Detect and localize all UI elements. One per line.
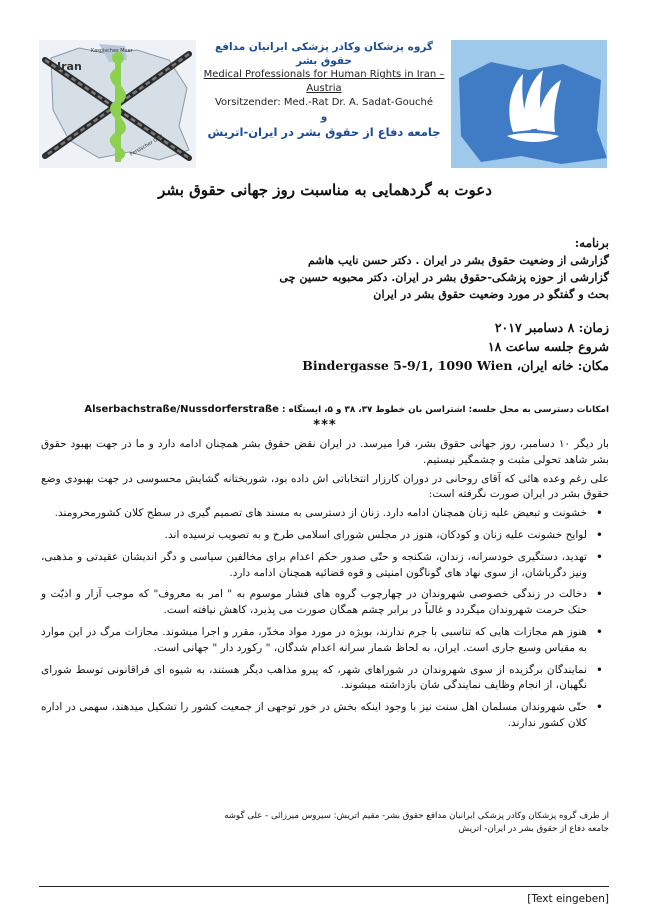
meeting-place-label: مکان: خانه ایران، [516, 358, 609, 373]
org-and: و [320, 111, 328, 123]
program-heading: برنامه: [574, 236, 609, 250]
org-chair: Vorsitzender: Med.-Rat Dr. A. Sadat-Gouché [214, 97, 434, 108]
access-text: امکانات دسترسی به محل جلسه: اشتراسن بان خطوط ۳۷، ۳۸ و ۵، ایستگاه : [282, 405, 609, 415]
meeting-details [39, 318, 609, 375]
text-placeholder-field[interactable]: [Text eingeben] [527, 893, 609, 905]
access-station: Alserbachstraße/Nussdorferstraße [84, 404, 279, 415]
footer-divider [39, 886, 609, 887]
human-rights-emblem [451, 40, 607, 168]
issues-list [41, 506, 609, 732]
iran-map-caduceus-logo [39, 40, 196, 168]
logo-gulf-label: Persischer Golf [129, 133, 165, 158]
list-item: • خشونت و تبعیض علیه زنان همچنان ادامه دارد. زنان از دسترسی به مسند های تصمیم گیری در سطح کلان کشورمحرومند. [41, 506, 587, 522]
body-text [41, 437, 609, 738]
organization-header [200, 40, 448, 139]
meeting-address: Bindergasse 5-9/1, 1090 Wien [302, 358, 513, 373]
meeting-time: شروع جلسه ساعت ۱۸ [487, 339, 609, 354]
list-item: • هنوز هم مجازات هایی که تناسبی با جرم ندارند، بویژه در مورد مواد مخدّر، مقرر و اجرا میشوند. مجازات مرگ در این موارد به مقیاس وسیع جاری است. ایران، به لحاظ شمار سرانه اعدام شدگان، " رکورد دار " جهانی است. [41, 625, 587, 657]
meeting-date: زمان: ۸ دسامبر ۲۰۱۷ [494, 320, 609, 335]
access-info [29, 404, 609, 415]
program-item: گزارشی از حوزه پزشکی-حقوق بشر در ایران. دکتر محبوبه حسین چی [279, 270, 609, 284]
org-name-fa: گروه پزشکان وکادر پزشکی ایرانیان مدافع حقوق بشر [214, 41, 433, 67]
signature-footer [39, 810, 609, 836]
list-item: • دخالت در زندگی خصوصی شهروندان در چهارچوب گروه های فشار موسوم به " امر به معروف" که موجب آزار و اذیّت و حتک حرمت شهروندان میگردد و غالباً در برابر چشم همگان صورت می پذیرد، کاهش نیافته است. [41, 587, 587, 619]
logo-map-label: Iran [57, 60, 82, 73]
page-title: دعوت به گردهمایی به مناسبت روز جهانی حقوق بشر [158, 181, 492, 199]
list-item: • نمایندگان برگزیده از سوی شهروندان در شوراهای شهر، که پیرو مذاهب دیگر هستند، به شیوه ای فراقانونی توسط شورای نگهبان، از انجام وظایف نمایندگی شان بازداشته میشوند. [41, 663, 587, 695]
paragraph: بار دیگر ۱۰ دسامبر، روز جهانی حقوق بشر، فرا میرسد. در ایران نقض حقوق بشر همچنان ادامه دارد و ما در جهت بهبود حقوق بشر شاهد تحولی مثبت و چشمگیر نیستیم. [41, 438, 609, 466]
org-name-en: Medical Professionals for Human Rights in Iran – Austria [203, 69, 445, 94]
list-item: • لوایح خشونت علیه زنان و کودکان، هنوز در مجلس شورای اسلامی طرح و به تصویب نرسیده اند. [41, 528, 587, 544]
paragraph: علی رغم وعده هائی که آقای روحانی در دوران کارزار انتخاباتی اش داده بود، شوربختانه گشایش محسوسی در جهت بهبودی وضع حقوق بشر در ایران صورت نگرفته است: [41, 472, 609, 501]
meeting-place [39, 356, 609, 375]
footer-line: از طرف گروه پزشکان وکادر پزشکی ایرانیان مدافع حقوق بشر- مقیم اتریش: سیروس میرزائی - علی گوشه [224, 811, 609, 821]
list-item: • حتّی شهروندان مسلمان اهل سنت نیز با وجود اینکه بخش در خور توجهی از جمعیت کشور را تشکیل میدهند، سهمی در اداره کلان کشور ندارند. [41, 700, 587, 732]
program-item: بحث و گفتگو در مورد وضعیت حقوق بشر در ایران [373, 287, 609, 301]
program-item: گزارشی از وضعیت حقوق بشر در ایران . دکتر حسن نایب هاشم [307, 253, 609, 267]
footer-line: جامعه دفاع از حقوق بشر در ایران- اتریش [458, 824, 609, 834]
org-name-fa-2: جامعه دفاع از حقوق بشر در ایران-اتریش [207, 125, 441, 139]
program-section [39, 235, 609, 303]
list-item: • تهدید، دستگیری خودسرانه، زندان، شکنجه و حتّی صدور حکم اعدام برای مخالفین سیاسی و دگر اندیشان عقیدتی و مذهبی، ونیز دگرباشان، از سوی نهاد های گوناگون امنیتی و قوه قضائیه همچنان ادامه دارد. [41, 550, 587, 582]
separator-stars: *** [313, 418, 337, 433]
logo-sea-label: Kaspisches Meer [91, 48, 133, 54]
